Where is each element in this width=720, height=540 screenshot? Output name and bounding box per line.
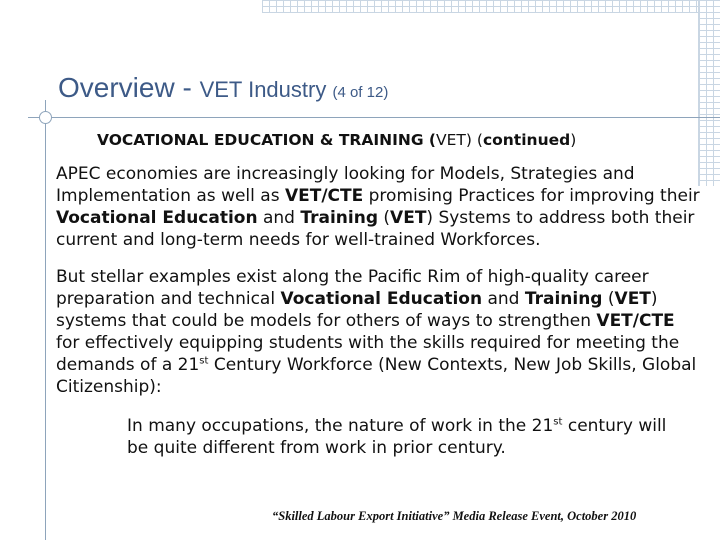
text-run-bold: Vocational Education: [56, 208, 258, 228]
text-run-bold: Training: [300, 208, 378, 228]
footer-caption: “Skilled Labour Export Initiative” Media Release Event, October 2010: [272, 509, 637, 523]
text-run: for effectively equipping students with the skills required for meeting the demands of a 21: [56, 333, 680, 375]
heading-part: VET: [436, 131, 466, 149]
slide-title: [58, 70, 388, 102]
text-run: century will be quite different from work in prior century.: [127, 416, 667, 458]
decorative-grid-right: [698, 0, 720, 186]
paragraph-pacific-rim: [56, 266, 701, 398]
horizontal-rule: [28, 117, 720, 118]
text-run-bold: VET: [614, 289, 651, 309]
heading-part: continued: [482, 131, 571, 149]
superscript: st: [553, 416, 563, 428]
text-run: and: [482, 289, 525, 309]
text-run: ) systems that could be models for others of ways to strengthen: [56, 289, 658, 331]
superscript: st: [199, 355, 209, 367]
text-run-bold: Vocational Education: [280, 289, 483, 309]
title-sub: VET Industry: [199, 77, 333, 102]
heading-part: ): [570, 131, 577, 149]
title-page-count: (4 of 12): [332, 84, 389, 101]
section-heading: [97, 131, 576, 149]
heading-part: ) (: [465, 131, 483, 149]
text-run: and: [257, 208, 301, 228]
text-run: promising Practices for improving their: [363, 186, 700, 206]
text-run-bold: VET/CTE: [284, 186, 364, 206]
text-run: Century Workforce (New Contexts, New Job Skills, Global Citizenship):: [56, 355, 697, 397]
vertical-rule: [45, 100, 46, 540]
text-run: (: [378, 208, 391, 228]
text-run: (: [602, 289, 615, 309]
decorative-grid-top: [262, 0, 720, 13]
text-run-bold: Training: [524, 289, 603, 309]
text-run: APEC economies are increasingly looking for Models, Strategies and Implementation as well as: [56, 164, 635, 206]
paragraph-occupations: [127, 415, 687, 459]
text-run-bold: VET: [390, 208, 427, 228]
title-main: Overview -: [58, 72, 200, 103]
text-run: ) Systems to address both their current and long-term needs for well-trained Workforces.: [56, 208, 695, 250]
heading-part: VOCATIONAL EDUCATION & TRAINING (: [97, 131, 437, 149]
text-run: But stellar examples exist along the Pacific Rim of high-quality career preparation and technical: [56, 267, 649, 309]
paragraph-apec: [56, 163, 701, 251]
text-run: In many occupations, the nature of work in the 21: [127, 416, 554, 436]
text-run-bold: VET/CTE: [596, 311, 675, 331]
rule-circle-ornament: [39, 111, 52, 124]
